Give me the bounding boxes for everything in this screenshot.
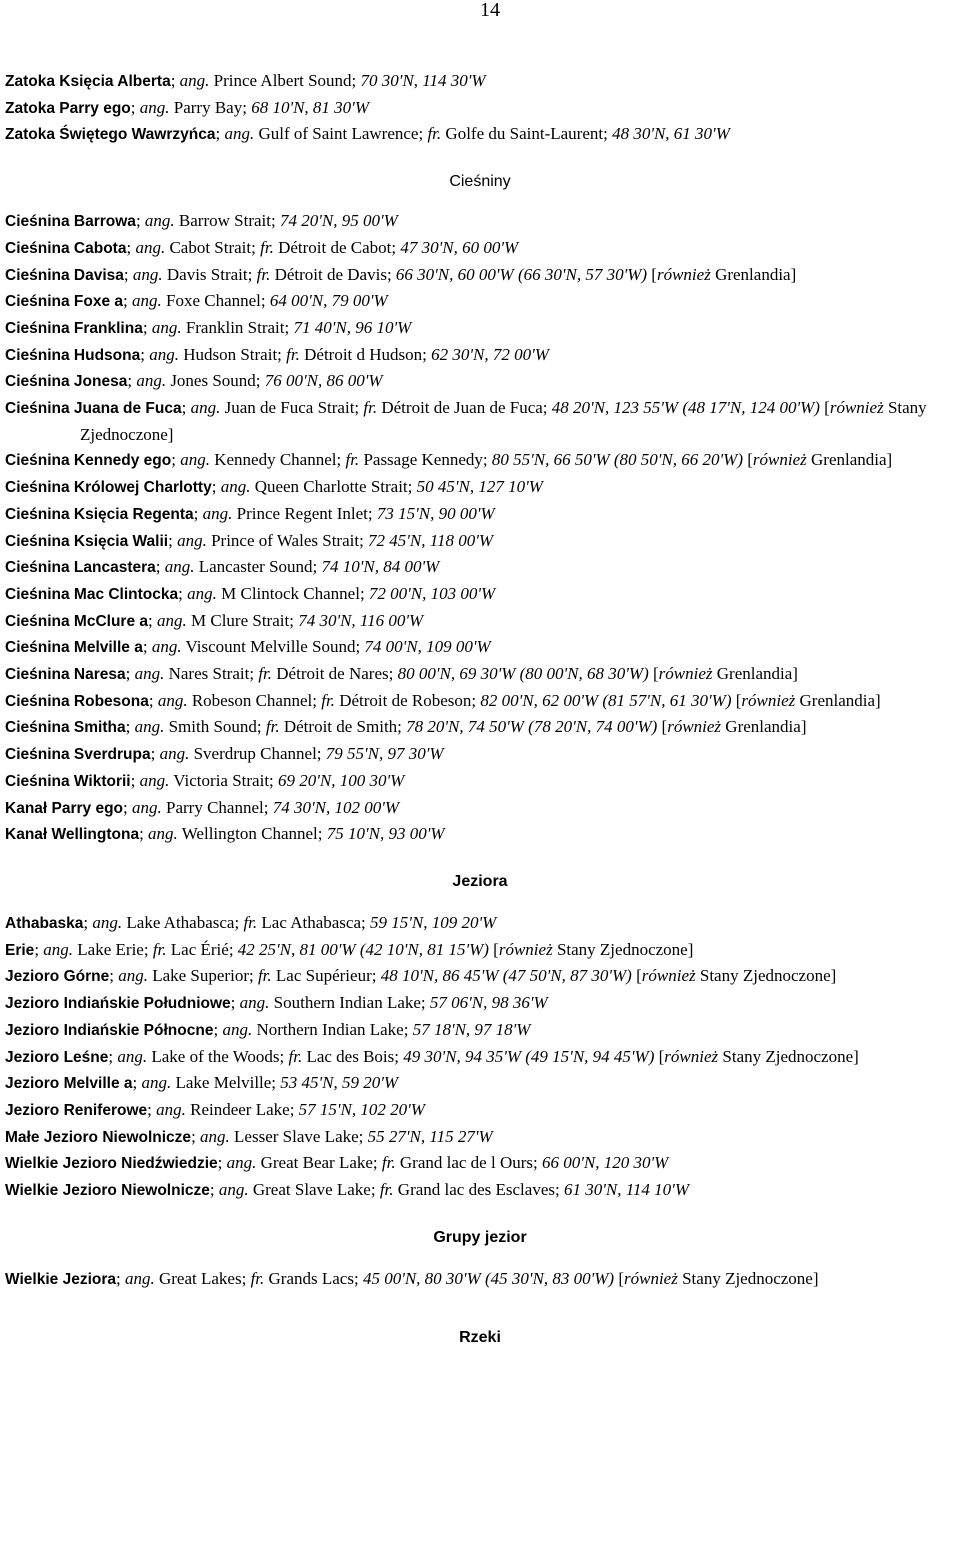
entry-name: Cieśnina Kennedy ego [5,452,172,470]
language-marker: fr. [258,664,273,684]
language-marker: ang. [132,291,162,311]
entry-details: ; ang. Great Lakes; fr. Grands Lacs; 45 00'N, 80 30'W (45 30'N, 83 00'W) [również Stany Zjednoczone] [116,1268,819,1288]
gazetteer-entry [5,121,955,148]
entry-name: Cieśnina Cabota [5,239,127,257]
gazetteer-entry [5,95,955,122]
entry-details: ; ang. Northern Indian Lake; 57 18'N, 97 18'W [213,1019,531,1039]
page-number: 14 [480,0,500,21]
language-marker: fr. [363,398,378,418]
coordinates: 80 55'N, 66 50'W (80 50'N, 66 20'W) [491,450,743,470]
language-marker: fr. [288,1046,303,1066]
coordinates: 66 00'N, 120 30'W [541,1153,669,1173]
gazetteer-entry [5,1097,955,1124]
language-marker: fr. [286,344,300,364]
entry-name: Zatoka Księcia Alberta [5,73,171,90]
entry-name: Zatoka Parry ego [5,99,131,117]
coordinates: 59 15'N, 109 20'W [369,912,497,932]
coordinates: 74 10'N, 84 00'W [321,557,440,577]
entry-name: Athabaska [5,914,84,932]
gazetteer-entry [5,795,955,822]
coordinates: 53 45'N, 59 20'W [280,1073,399,1093]
entry-details: ; ang. Parry Bay; 68 10'N, 81 30'W [130,97,369,117]
entry-name: Wielkie Jeziora [5,1270,116,1288]
language-marker: fr. [250,1268,265,1288]
coordinates: 72 00'N, 103 00'W [368,583,496,603]
gazetteer-entry [5,990,955,1017]
entry-details: ; ang. Southern Indian Lake; 57 06'N, 98 36'W [230,993,548,1013]
language-marker: ang. [159,744,190,764]
coordinates: 57 06'N, 98 36'W [429,993,548,1013]
entry-name: Cieśnina Jonesa [5,373,128,391]
language-marker: fr. [379,1180,394,1200]
language-marker: fr. [152,939,167,959]
entry-name: Wielkie Jezioro Niedźwiedzie [5,1155,218,1173]
coordinates: 79 55'N, 97 30'W [325,744,444,764]
language-marker: ang. [220,477,251,497]
gazetteer-entry [5,768,955,795]
gazetteer-entry [5,1124,955,1151]
entry-details: ; ang. Smith Sound; fr. Détroit de Smith; 78 20'N, 74 50'W (78 20'N, 74 00'W) [również Grenlandia] [125,717,807,737]
language-marker: fr. [321,690,335,710]
entry-name: Cieśnina Robesona [5,692,149,710]
entry-details: ; ang. Wellington Channel; 75 10'N, 93 00'W [139,824,445,844]
entry-details: ; ang. Sverdrup Channel; 79 55'N, 97 30'W [150,744,444,764]
gazetteer-entry [5,714,955,741]
section-heading: Grupy jezior [433,1228,527,1246]
entry-details: ; ang. Hudson Strait; fr. Détroit d Hudson; 62 30'N, 72 00'W [140,344,549,364]
gazetteer-entry [5,963,955,990]
gazetteer-entry [5,1017,955,1044]
coordinates: 70 30'N, 114 30'W [360,71,486,90]
language-marker: ang. [226,1153,257,1173]
coordinates: 57 18'N, 97 18'W [412,1019,531,1039]
entry-details: ; ang. Davis Strait; fr. Détroit de Davis; 66 30'N, 60 00'W (66 30'N, 57 30'W) [również Grenlandia] [123,264,797,284]
coordinates: 73 15'N, 90 00'W [376,503,495,523]
also-note: również [667,717,722,737]
entry-name: Cieśnina Sverdrupa [5,746,151,764]
language-marker: ang. [151,637,182,657]
coordinates: 47 30'N, 60 00'W [400,237,519,257]
entry-name: Cieśnina Melville a [5,639,143,657]
entry-name: Kanał Parry ego [5,799,124,817]
language-marker: ang. [92,912,123,932]
language-marker: ang. [149,344,179,364]
language-marker: ang. [124,1268,155,1288]
language-marker: ang. [239,993,270,1013]
language-marker: ang. [222,1019,253,1039]
language-marker: fr. [243,912,258,932]
coordinates: 49 30'N, 94 35'W (49 15'N, 94 45'W) [403,1046,655,1066]
entry-details: ; ang. Lake Superior; fr. Lac Supérieur; 48 10'N, 86 45'W (47 50'N, 87 30'W) [również Stany Zjednoczone] [109,966,837,986]
document-body [5,68,955,1350]
gazetteer-entry [5,937,955,964]
section-heading: Jeziora [452,872,508,890]
language-marker: fr. [257,966,272,986]
language-marker: ang. [180,450,210,470]
gazetteer-entry [5,288,955,315]
language-marker: fr. [265,717,280,737]
entry-name: Jezioro Reniferowe [5,1101,148,1119]
coordinates: 78 20'N, 74 50'W (78 20'N, 74 00'W) [406,717,658,737]
language-marker: ang. [118,966,148,986]
entry-details: ; ang. Jones Sound; 76 00'N, 86 00'W [127,371,383,391]
entry-details: ; ang. Lake Athabasca; fr. Lac Athabasca; 59 15'N, 109 20'W [83,912,497,932]
entry-name: Cieśnina Lancastera [5,559,156,577]
gazetteer-entry [5,1150,955,1177]
entry-name: Cieśnina Davisa [5,266,124,284]
gazetteer-entry [5,581,955,608]
entry-details: ; ang. Nares Strait; fr. Détroit de Nares; 80 00'N, 69 30'W (80 00'N, 68 30'W) [również Grenlandia] [125,664,798,684]
coordinates: 74 30'N, 102 00'W [272,797,399,817]
gazetteer-entry [5,1044,955,1071]
gazetteer-entry [5,608,955,635]
also-note: również [752,450,807,470]
entry-name: Cieśnina Królowej Charlotty [5,479,212,497]
entry-details: ; ang. Viscount Melville Sound; 74 00'N, 109 00'W [142,637,491,657]
gazetteer-entry [5,1266,955,1293]
coordinates: 48 20'N, 123 55'W (48 17'N, 124 00'W) [551,398,820,418]
coordinates: 48 10'N, 86 45'W (47 50'N, 87 30'W) [380,966,632,986]
entry-details: ; ang. Juan de Fuca Strait; fr. Détroit de Juan de Fuca; 48 20'N, 123 55'W (48 17'N, 124 00'W) [również Stany Zjednoczone] [80,398,927,444]
entry-details: ; ang. Kennedy Channel; fr. Passage Kennedy; 80 55'N, 66 50'W (80 50'N, 66 20'W) [również Grenlandia] [171,450,893,470]
entry-name: Zatoka Świętego Wawrzyńca [5,126,216,144]
also-note: również [498,939,553,959]
also-note: również [741,690,796,710]
gazetteer-entry [5,501,955,528]
gazetteer-entry [5,208,955,235]
entry-details: ; ang. Lancaster Sound; 74 10'N, 84 00'W [155,557,440,577]
entry-name: Erie [5,941,35,959]
gazetteer-entry [5,661,955,688]
gazetteer-entry [5,447,955,474]
entry-name: Kanał Wellingtona [5,826,140,844]
gazetteer-entry [5,634,955,661]
entry-details: ; ang. Lake Erie; fr. Lac Érié; 42 25'N, 81 00'W (42 10'N, 81 15'W) [również Stany Zjednoczone] [34,939,694,959]
also-note: również [641,966,696,986]
language-marker: fr. [260,237,274,257]
entry-name: Cieśnina Księcia Walii [5,532,169,550]
entry-name: Cieśnina Hudsona [5,346,141,364]
entry-name: Jezioro Indiańskie Północne [5,1021,214,1039]
language-marker: ang. [156,610,187,630]
entry-name: Cieśnina Smitha [5,719,126,737]
entry-name: Cieśnina Naresa [5,666,126,684]
entry-name: Wielkie Jezioro Niewolnicze [5,1182,210,1200]
entry-name: Cieśnina McClure a [5,612,148,630]
coordinates: 50 45'N, 127 10'W [416,477,543,497]
entry-details: ; ang. Queen Charlotte Strait; 50 45'N, 127 10'W [211,477,543,497]
coordinates: 74 20'N, 95 00'W [279,211,398,231]
language-marker: ang. [157,690,188,710]
gazetteer-entry [5,395,955,447]
also-note: również [624,1268,678,1288]
language-marker: ang. [43,939,74,959]
language-marker: ang. [141,1073,172,1093]
entry-name: Jezioro Indiańskie Południowe [5,995,231,1013]
entry-name: Jezioro Leśne [5,1048,109,1066]
entry-name: Cieśnina Mac Clintocka [5,585,179,603]
entry-details: ; ang. Great Bear Lake; fr. Grand lac de l Ours; 66 00'N, 120 30'W [217,1153,669,1173]
entry-name: Jezioro Górne [5,968,110,986]
language-marker: ang. [187,583,217,603]
entry-name: Cieśnina Wiktorii [5,772,131,790]
section-heading: Rzeki [459,1329,501,1347]
language-marker: fr. [427,124,442,144]
language-marker: ang. [134,717,165,737]
also-note: również [656,264,711,284]
entry-details: ; ang. Lake of the Woods; fr. Lac des Bois; 49 30'N, 94 35'W (49 15'N, 94 45'W) [również Stany Zjednoczone] [108,1046,859,1066]
coordinates: 80 00'N, 69 30'W (80 00'N, 68 30'W) [397,664,649,684]
language-marker: ang. [218,1180,249,1200]
language-marker: fr. [256,264,271,284]
language-marker: ang. [135,237,166,257]
coordinates: 62 30'N, 72 00'W [431,344,549,364]
entry-details: ; ang. Prince Albert Sound; 70 30'N, 114 30'W [170,71,486,90]
gazetteer-entry [5,368,955,395]
entry-details: ; ang. Parry Channel; 74 30'N, 102 00'W [123,797,399,817]
gazetteer-entry [5,688,955,715]
gazetteer-entry [5,741,955,768]
coordinates: 42 25'N, 81 00'W (42 10'N, 81 15'W) [237,939,489,959]
coordinates: 71 40'N, 96 10'W [293,317,412,337]
language-marker: ang. [132,797,162,817]
entry-name: Cieśnina Księcia Regenta [5,505,194,523]
gazetteer-entry [5,474,955,501]
language-marker: ang. [224,124,255,144]
also-note: również [829,398,884,418]
entry-details: ; ang. Lesser Slave Lake; 55 27'N, 115 27'W [191,1126,493,1146]
also-note: również [658,664,713,684]
gazetteer-entry [5,1070,955,1097]
entry-name: Cieśnina Barrowa [5,213,136,231]
entry-details: ; ang. Barrow Strait; 74 20'N, 95 00'W [135,211,398,231]
language-marker: ang. [179,71,210,90]
gazetteer-entry [5,821,955,848]
language-marker: ang. [148,824,178,844]
coordinates: 48 30'N, 61 30'W [612,124,730,144]
entry-name: Cieśnina Juana de Fuca [5,400,182,418]
language-marker: ang. [139,770,170,790]
gazetteer-entry [5,910,955,937]
gazetteer-entry [5,1177,955,1204]
language-marker: ang. [136,371,167,391]
coordinates: 55 27'N, 115 27'W [367,1126,493,1146]
language-marker: ang. [164,557,195,577]
coordinates: 64 00'N, 79 00'W [269,291,388,311]
gazetteer-entry [5,554,955,581]
entry-name: Cieśnina Foxe a [5,293,124,311]
entry-details: ; ang. Victoria Strait; 69 20'N, 100 30'W [130,770,405,790]
gazetteer-entry [5,262,955,289]
gazetteer-entry [5,68,955,95]
also-note: również [664,1046,719,1066]
coordinates: 74 00'N, 109 00'W [364,637,491,657]
coordinates: 82 00'N, 62 00'W (81 57'N, 61 30'W) [480,690,732,710]
language-marker: ang. [117,1046,148,1066]
entry-details: ; ang. Cabot Strait; fr. Détroit de Cabot; 47 30'N, 60 00'W [126,237,519,257]
coordinates: 57 15'N, 102 20'W [298,1099,425,1119]
language-marker: ang. [156,1099,186,1119]
coordinates: 76 00'N, 86 00'W [264,371,383,391]
language-marker: ang. [144,211,175,231]
section-heading: Cieśniny [449,173,511,191]
gazetteer-entry [5,528,955,555]
language-marker: ang. [200,1126,230,1146]
entry-name: Jezioro Melville a [5,1075,133,1093]
entry-details: ; ang. Prince of Wales Strait; 72 45'N, 118 00'W [168,530,494,550]
entry-details: ; ang. Gulf of Saint Lawrence; fr. Golfe du Saint-Laurent; 48 30'N, 61 30'W [215,124,730,144]
coordinates: 69 20'N, 100 30'W [278,770,405,790]
coordinates: 68 10'N, 81 30'W [251,97,369,117]
language-marker: ang. [134,664,165,684]
entry-name: Cieśnina Franklina [5,319,143,337]
coordinates: 61 30'N, 114 10'W [563,1180,689,1200]
gazetteer-entry [5,315,955,342]
coordinates: 45 00'N, 80 30'W (45 30'N, 83 00'W) [362,1268,615,1288]
language-marker: fr. [345,450,360,470]
language-marker: ang. [139,97,170,117]
entry-details: ; ang. M Clure Strait; 74 30'N, 116 00'W [148,610,424,630]
language-marker: ang. [151,317,182,337]
entry-details: ; ang. M Clintock Channel; 72 00'N, 103 00'W [178,583,496,603]
coordinates: 72 45'N, 118 00'W [368,530,494,550]
entry-details: ; ang. Great Slave Lake; fr. Grand lac des Esclaves; 61 30'N, 114 10'W [209,1180,689,1200]
language-marker: ang. [177,530,207,550]
entry-details: ; ang. Foxe Channel; 64 00'N, 79 00'W [123,291,388,311]
language-marker: ang. [190,398,221,418]
gazetteer-entry [5,235,955,262]
coordinates: 74 30'N, 116 00'W [298,610,424,630]
gazetteer-entry [5,342,955,369]
coordinates: 75 10'N, 93 00'W [326,824,445,844]
language-marker: fr. [381,1153,396,1173]
language-marker: ang. [202,503,233,523]
coordinates: 66 30'N, 60 00'W (66 30'N, 57 30'W) [395,264,648,284]
entry-name: Małe Jezioro Niewolnicze [5,1128,192,1146]
language-marker: ang. [132,264,163,284]
entry-details: ; ang. Robeson Channel; fr. Détroit de Robeson; 82 00'N, 62 00'W (81 57'N, 61 30'W) [również Grenlandia] [148,690,881,710]
entry-details: ; ang. Franklin Strait; 71 40'N, 96 10'W [142,317,412,337]
entry-details: ; ang. Reindeer Lake; 57 15'N, 102 20'W [147,1099,425,1119]
entry-details: ; ang. Prince Regent Inlet; 73 15'N, 90 00'W [193,503,495,523]
entry-details: ; ang. Lake Melville; 53 45'N, 59 20'W [132,1073,399,1093]
